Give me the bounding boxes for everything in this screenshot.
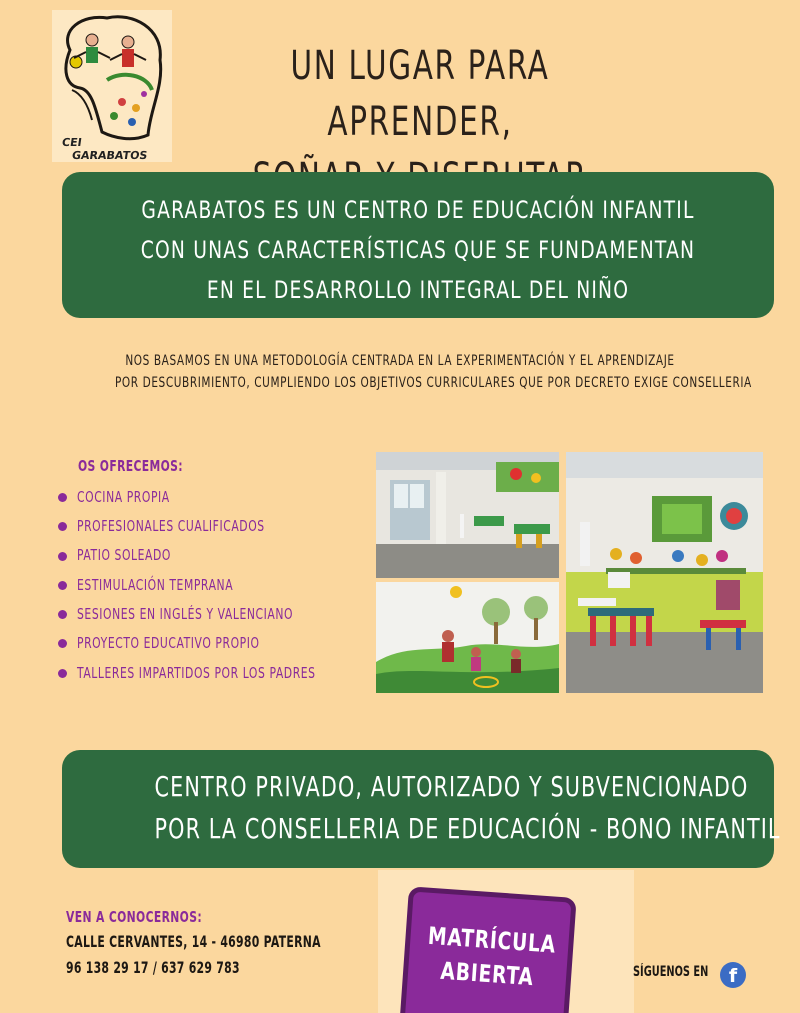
status-banner [62, 750, 781, 868]
bullet-icon [58, 552, 67, 561]
badge-line-2: ABIERTA [439, 956, 535, 992]
list-item [58, 541, 408, 570]
contact-block [66, 905, 441, 981]
follow-us-label: SÍGUENOS EN [633, 964, 709, 980]
facebook-icon[interactable]: f [720, 962, 746, 988]
status-banner-line-1: CENTRO PRIVADO, AUTORIZADO Y SUBVENCIONADO [154, 770, 749, 803]
offer-item-text: TALLERES IMPARTIDOS POR LOS PADRES [77, 663, 316, 682]
classroom-photo-2 [376, 582, 559, 693]
methodology-text [20, 350, 780, 394]
contact-title: VEN A CONOCERNOS: [66, 908, 203, 926]
bullet-icon [58, 610, 67, 619]
intro-banner-line-1: GARABATOS ES UN CENTRO DE EDUCACIÓN INFANTIL [141, 196, 695, 224]
bullet-icon [58, 669, 67, 678]
offer-item-text: PROYECTO EDUCATIVO PROPIO [77, 634, 260, 653]
follow-us [633, 964, 723, 980]
classroom-photo-3 [566, 452, 763, 693]
bullet-icon [58, 493, 67, 502]
contact-phones: 96 138 29 17 / 637 629 783 [66, 958, 240, 977]
offer-item-text: PROFESIONALES CUALIFICADOS [77, 517, 265, 536]
list-item [58, 599, 408, 628]
methodology-line-1: NOS BASAMOS EN UNA METODOLOGÍA CENTRADA EN LA EXPERIMENTACIÓN Y EL APRENDIZAJE [125, 353, 675, 369]
offer-item-text: ESTIMULACIÓN TEMPRANA [77, 575, 234, 594]
methodology-line-2: POR DESCUBRIMIENTO, CUMPLIENDO LOS OBJETIVOS CURRICULARES QUE POR DECRETO EXIGE CONSELLERIA [115, 375, 752, 391]
offers-title: OS OFRECEMOS: [78, 457, 183, 475]
bullet-icon [58, 639, 67, 648]
intro-banner [62, 172, 774, 318]
offer-item-text: PATIO SOLEADO [77, 546, 171, 565]
list-item [58, 482, 408, 511]
offers-list [58, 482, 408, 687]
headline-line-1: UN LUGAR PARA APRENDER, [290, 43, 550, 145]
contact-address: CALLE CERVANTES, 14 - 46980 PATERNA [66, 932, 321, 951]
badge-line-1: MATRÍCULA [427, 921, 557, 959]
intro-banner-line-3: EN EL DESARROLLO INTEGRAL DEL NIÑO [206, 276, 630, 304]
classroom-photo-1 [376, 452, 559, 578]
list-item [58, 511, 408, 540]
bullet-icon [58, 581, 67, 590]
logo [52, 10, 172, 162]
list-item [58, 658, 408, 687]
logo-name-text: GARABATOS [71, 149, 149, 162]
enrollment-badge [399, 886, 576, 1013]
logo-cei-text: CEI [61, 136, 83, 149]
offer-item-text: COCINA PROPIA [77, 487, 170, 506]
bullet-icon [58, 522, 67, 531]
list-item [58, 570, 408, 599]
status-banner-line-2: POR LA CONSELLERIA DE EDUCACIÓN - BONO INFANTIL [154, 812, 781, 845]
offer-item-text: SESIONES EN INGLÉS Y VALENCIANO [77, 605, 294, 624]
intro-banner-line-2: CON UNAS CARACTERÍSTICAS QUE SE FUNDAMENTAN [140, 236, 696, 264]
list-item [58, 628, 408, 657]
